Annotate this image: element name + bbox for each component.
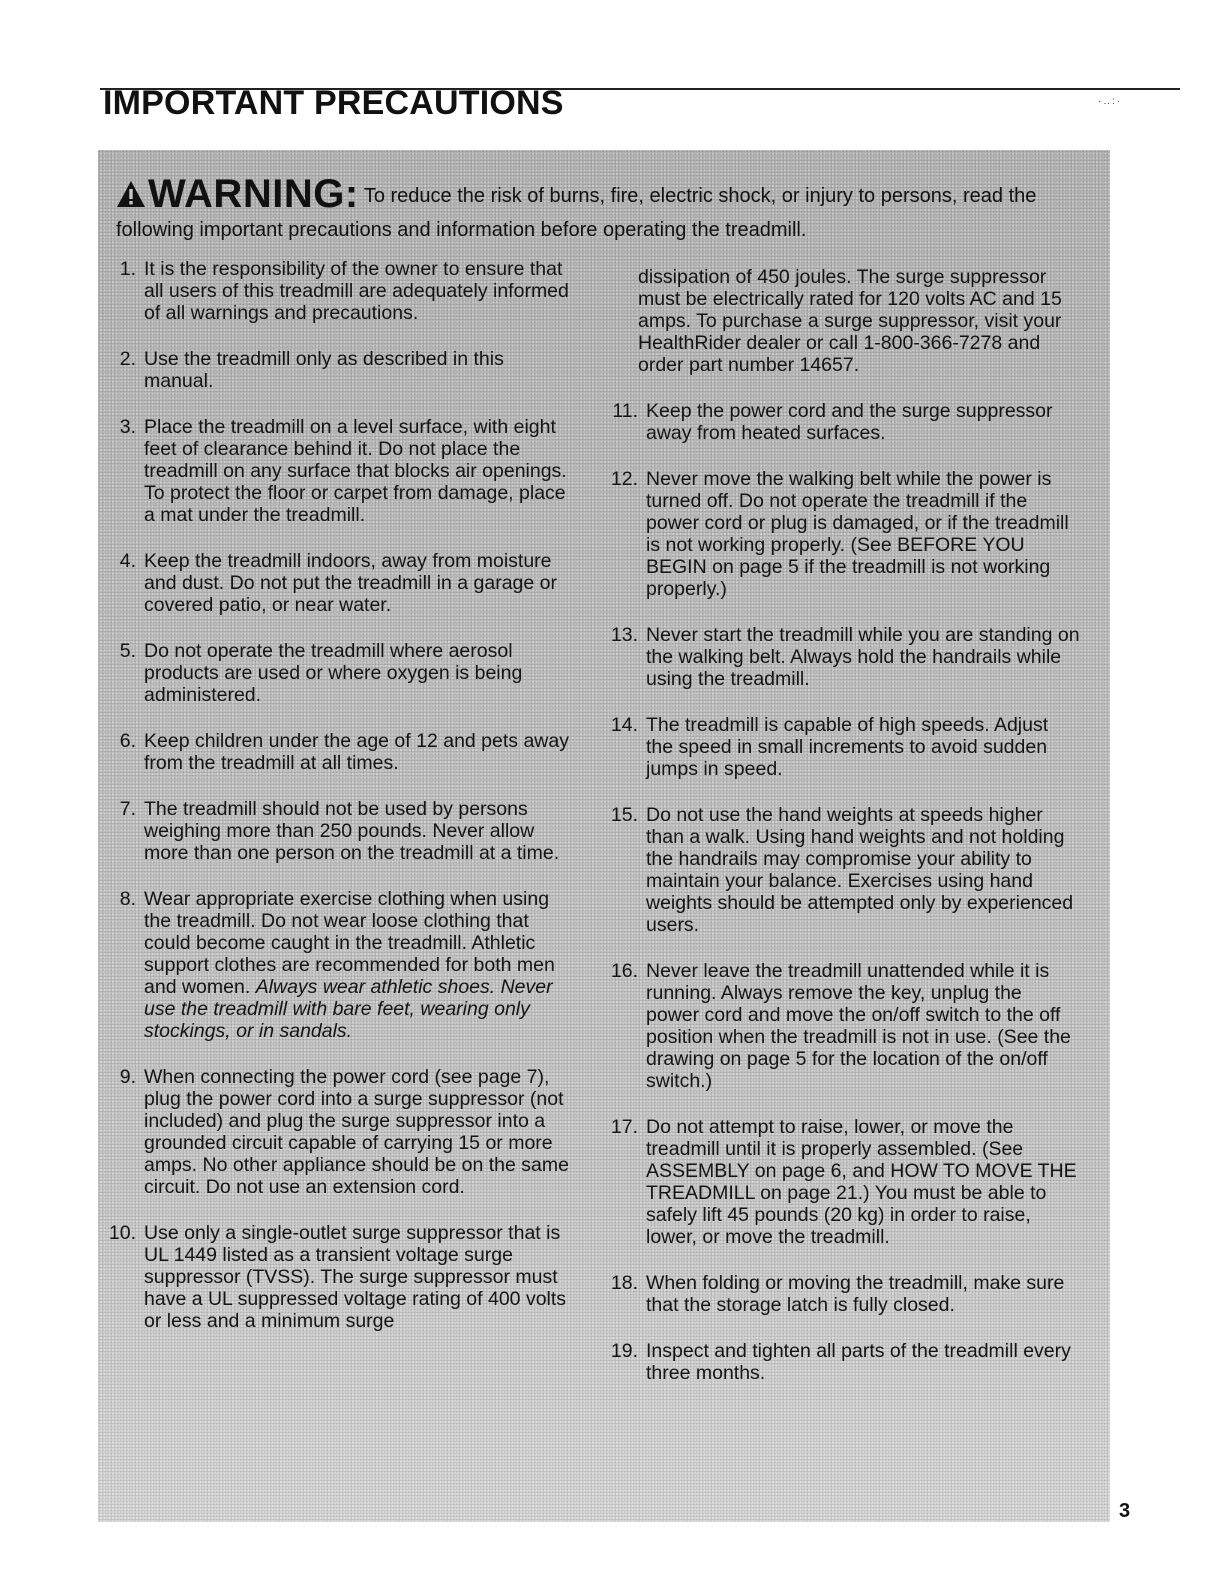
precaution-number: 15.: [610, 804, 638, 826]
page-number: 3: [1119, 1500, 1131, 1522]
precaution-text: Keep the treadmill indoors, away from moisture and dust. Do not put the treadmill in a garage or covered patio, or near water.: [144, 550, 558, 616]
precaution-number: 12.: [610, 468, 638, 490]
precaution-text: Keep the power cord and the surge suppressor away from heated surfaces.: [646, 400, 1053, 444]
precaution-number: 16.: [610, 960, 638, 982]
header-rule-specks: ·‥:·: [1098, 96, 1123, 107]
precaution-text: Do not use the hand weights at speeds higher than a walk. Using hand weights and not holding the handrails may compromise your ability to maintain your balance. Exercises using hand weights should be attempted only by experienced users.: [646, 804, 1074, 936]
precaution-item-2: [96, 348, 574, 392]
precaution-item-7: [96, 798, 574, 864]
precaution-text-plain: Wear appropriate exercise clothing when using the treadmill. Do not wear loose clothing that could become caught in the treadmill. Athletic support clothes are recommended for both men and women.: [144, 888, 555, 998]
precaution-number: 19.: [610, 1340, 638, 1362]
precaution-number: 14.: [610, 714, 638, 736]
precaution-number: 2.: [119, 348, 136, 370]
precaution-item-19: [598, 1340, 1080, 1384]
precaution-item-17: [598, 1116, 1080, 1248]
warning-label: WARNING:: [148, 172, 359, 216]
precaution-text: When connecting the power cord (see page 7), plug the power cord into a surge suppressor (not included) and plug the surge suppressor into a grounded circuit capable of carrying 15 or more amps. No other appliance should be on the same circuit. Do not use an extension cord.: [144, 1066, 569, 1198]
precaution-item-18: [598, 1272, 1080, 1316]
precaution-number: 6.: [119, 730, 136, 752]
precautions-right-column: [598, 266, 1080, 1408]
precaution-text: Never move the walking belt while the power is turned off. Do not operate the treadmill if the power cord or plug is damaged, or if the treadmill is not working properly. (See BEFORE YOU BEGIN on page 5 if the treadmill is not working properly.): [646, 468, 1069, 600]
warning-heading: [116, 170, 359, 218]
precaution-number: 9.: [119, 1066, 136, 1088]
page-title: IMPORTANT PRECAUTIONS: [103, 84, 564, 122]
precaution-text-emphasis: Always wear athletic shoes. Never use the treadmill with bare feet, wearing only stockings, or in sandals.: [144, 976, 553, 1042]
precaution-text: [144, 888, 574, 1042]
precaution-number: 5.: [119, 640, 136, 662]
precaution-text: Use only a single-outlet surge suppressor that is UL 1449 listed as a transient voltage surge suppressor (TVSS). The surge suppressor must have a UL suppressed voltage rating of 400 volts or less and a minimum surge: [144, 1222, 567, 1332]
precaution-text: Do not operate the treadmill where aerosol products are used or where oxygen is being administered.: [144, 640, 523, 706]
precaution-item-16: [598, 960, 1080, 1092]
precaution-text: Never start the treadmill while you are standing on the walking belt. Always hold the handrails while using the treadmill.: [646, 624, 1080, 690]
precaution-number: 10.: [108, 1222, 136, 1244]
precaution-item-10-continued: dissipation of 450 joules. The surge suppressor must be electrically rated for 120 volts AC and 15 amps. To purchase a surge suppressor, visit your HealthRider dealer or call 1-800-366-7278 and order part number 14657.: [638, 266, 1062, 376]
precaution-text: Inspect and tighten all parts of the treadmill every three months.: [646, 1340, 1071, 1384]
precaution-number: 1.: [119, 258, 136, 280]
precaution-item-15: [598, 804, 1080, 936]
precaution-text: Keep children under the age of 12 and pets away from the treadmill at all times.: [144, 730, 569, 774]
precaution-number: 17.: [610, 1116, 638, 1138]
warning-banner: [116, 170, 1092, 242]
precaution-item-13: [598, 624, 1080, 690]
precaution-number: 7.: [119, 798, 136, 820]
warning-triangle-icon: [116, 180, 146, 208]
warning-text: To reduce the risk of burns, fire, electric shock, or injury to persons, read the following important precautions and information before operating the treadmill.: [116, 185, 1037, 241]
precautions-left-column: [96, 258, 574, 1356]
precaution-item-3: [96, 416, 574, 526]
precaution-text: Do not attempt to raise, lower, or move the treadmill until it is properly assembled. (See ASSEMBLY on page 6, and HOW TO MOVE THE TREADMILL on page 21.) You must be able to safely lift 45 pounds (20 kg) in order to raise, lower, or move the treadmill.: [646, 1116, 1077, 1248]
precaution-text: Use the treadmill only as described in this manual.: [144, 348, 504, 392]
precaution-item-6: [96, 730, 574, 774]
precaution-text: Never leave the treadmill unattended while it is running. Always remove the key, unplug the power cord and move the on/off switch to the off position when the treadmill is not in use. (See the drawing on page 5 for the location of the on/off switch.): [646, 960, 1071, 1092]
precaution-item-8: [96, 888, 574, 1042]
precaution-number: 4.: [119, 550, 136, 572]
precaution-text: The treadmill should not be used by persons weighing more than 250 pounds. Never allow more than one person on the treadmill at a time.: [144, 798, 560, 864]
precaution-item-11: [598, 400, 1080, 444]
precaution-item-14: [598, 714, 1080, 780]
precaution-item-4: [96, 550, 574, 616]
precaution-number: 13.: [610, 624, 638, 646]
precaution-number: 18.: [610, 1272, 638, 1294]
precaution-text: When folding or moving the treadmill, make sure that the storage latch is fully closed.: [646, 1272, 1065, 1316]
precaution-item-9: [96, 1066, 574, 1198]
precaution-text: It is the responsibility of the owner to ensure that all users of this treadmill are adequately informed of all warnings and precautions.: [144, 258, 569, 324]
precaution-number: 8.: [119, 888, 136, 910]
precaution-text: The treadmill is capable of high speeds. Adjust the speed in small increments to avoid sudden jumps in speed.: [646, 714, 1049, 780]
precaution-item-12: [598, 468, 1080, 600]
precaution-number: 3.: [119, 416, 136, 438]
precaution-text: Place the treadmill on a level surface, with eight feet of clearance behind it. Do not place the treadmill on any surface that blocks air openings. To protect the floor or carpet from damage, place a mat under the treadmill.: [144, 416, 567, 526]
precaution-item-1: [96, 258, 574, 324]
precaution-number: 11.: [612, 400, 638, 422]
precaution-item-10: [96, 1222, 574, 1332]
precaution-item-5: [96, 640, 574, 706]
